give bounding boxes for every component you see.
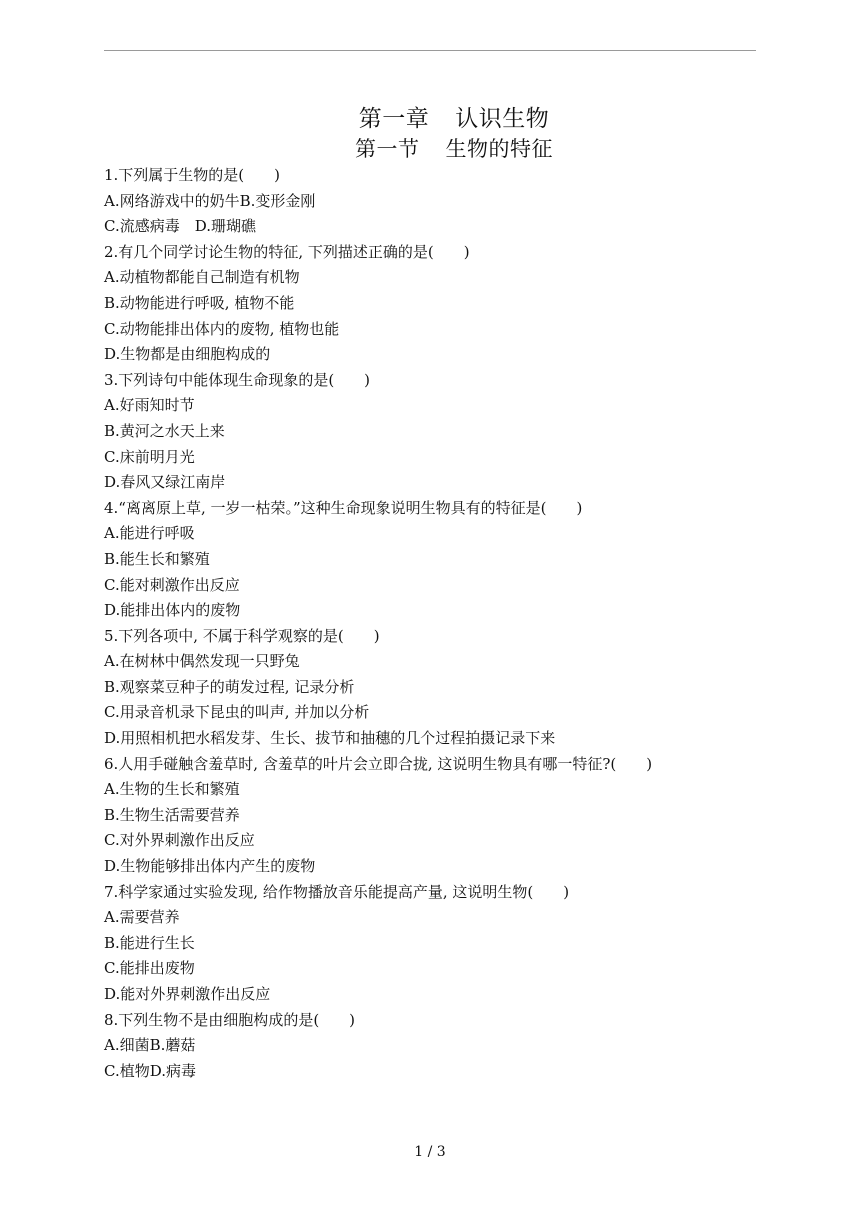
chapter-name: 认识生物	[455, 106, 550, 132]
page-number: 1 / 3	[414, 1144, 446, 1160]
chapter-number: 第一章	[358, 106, 430, 132]
question-8-options-ab: A.细菌B.蘑菇	[104, 1036, 196, 1055]
question-list	[104, 163, 764, 1084]
header-rule	[104, 50, 756, 51]
title-block	[104, 104, 804, 164]
question-5-option-b: B.观察菜豆种子的萌发过程, 记录分析	[104, 677, 355, 696]
question-3-stem: 3.下列诗句中能体现生命现象的是( )	[104, 370, 371, 389]
section-title	[104, 134, 804, 164]
question-7-option-d: D.能对外界刺激作出反应	[104, 985, 271, 1003]
question-6-option-d: D.生物能够排出体内产生的废物	[104, 857, 316, 876]
question-7-stem: 7.科学家通过实验发现, 给作物播放音乐能提高产量, 这说明生物( )	[104, 882, 570, 901]
question-2-option-d: D.生物都是由细胞构成的	[104, 345, 271, 364]
question-4-option-d: D.能排出体内的废物	[104, 601, 241, 620]
chapter-title	[104, 104, 804, 134]
question-8-stem: 8.下列生物不是由细胞构成的是( )	[104, 1010, 356, 1029]
question-2-stem: 2.有几个同学讨论生物的特征, 下列描述正确的是( )	[104, 242, 470, 261]
question-5-option-c: C.用录音机录下昆虫的叫声, 并加以分析	[104, 703, 370, 722]
question-5-option-d: D.用照相机把水稻发芽、生长、拔节和抽穗的几个过程拍摄记录下来	[104, 729, 556, 748]
section-number: 第一节	[355, 137, 420, 161]
question-6-option-a: A.生物的生长和繁殖	[104, 780, 240, 799]
question-4-option-b: B.能生长和繁殖	[104, 549, 210, 568]
question-1-options-cd: C.流感病毒 D.珊瑚礁	[104, 217, 256, 236]
section-name: 生物的特征	[445, 137, 553, 161]
question-3-option-c: C.床前明月光	[104, 447, 195, 466]
question-7-option-b: B.能进行生长	[104, 933, 195, 952]
question-3-option-b: B.黄河之水天上来	[104, 421, 225, 440]
question-1-options-ab: A.网络游戏中的奶牛B.变形金刚	[104, 191, 316, 210]
question-1-stem: 1.下列属于生物的是( )	[104, 166, 281, 184]
question-7-option-a: A.需要营养	[104, 908, 180, 927]
question-2-option-a: A.动植物都能自己制造有机物	[104, 268, 300, 287]
question-6-stem: 6.人用手碰触含羞草时, 含羞草的叶片会立即合拢, 这说明生物具有哪一特征?( )	[104, 754, 653, 773]
question-7-option-c: C.能排出废物	[104, 959, 195, 978]
question-4-option-a: A.能进行呼吸	[104, 524, 195, 543]
question-6-option-c: C.对外界刺激作出反应	[104, 831, 255, 850]
question-3-option-d: D.春风又绿江南岸	[104, 473, 226, 492]
question-4-stem: 4.“离离原上草, 一岁一枯荣。”这种生命现象说明生物具有的特征是( )	[104, 498, 583, 517]
question-6-option-b: B.生物生活需要营养	[104, 805, 240, 824]
question-3-option-a: A.好雨知时节	[104, 396, 195, 415]
question-5-option-a: A.在树林中偶然发现一只野兔	[104, 652, 300, 671]
question-4-option-c: C.能对刺激作出反应	[104, 575, 240, 594]
question-5-stem: 5.下列各项中, 不属于科学观察的是( )	[104, 626, 380, 645]
question-8-options-cd: C.植物D.病毒	[104, 1061, 196, 1080]
question-2-option-c: C.动物能排出体内的废物, 植物也能	[104, 319, 340, 338]
question-2-option-b: B.动物能进行呼吸, 植物不能	[104, 293, 295, 312]
